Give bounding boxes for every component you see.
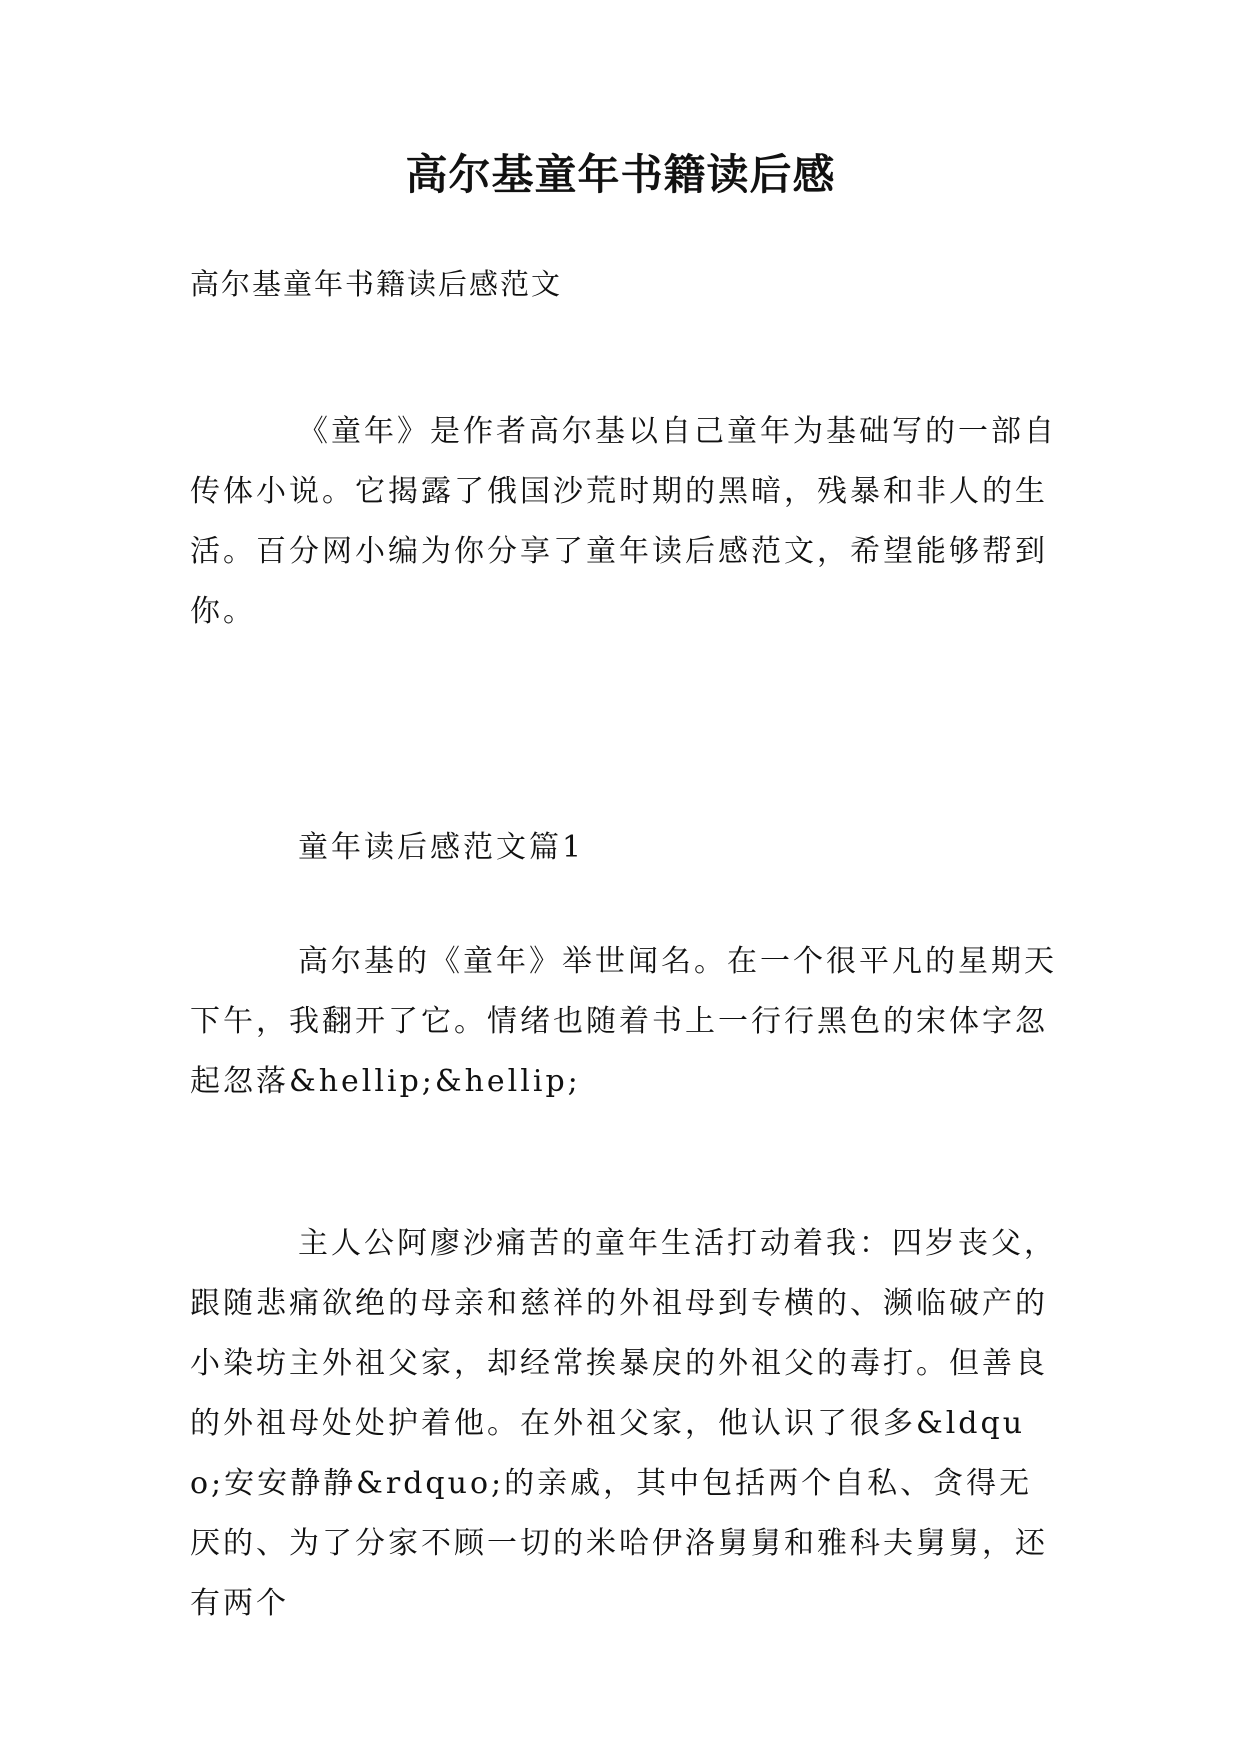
document-subtitle: 高尔基童年书籍读后感范文 xyxy=(190,267,563,301)
intro-paragraph: 《童年》是作者高尔基以自己童年为基础写的一部自传体小说。它揭露了俄国沙荒时期的黑暗，残暴和非人的生活。百分网小编为你分享了童年读后感范文，希望能够帮到你。 xyxy=(190,414,1057,629)
body-paragraph-1: 高尔基的《童年》举世闻名。在一个很平凡的星期天下午，我翻开了它。情绪也随着书上一行行黑色的宋体字忽起忽落&hellip;&hellip; xyxy=(190,944,1057,1099)
section-heading: 童年读后感范文篇1 xyxy=(298,830,585,865)
document-title: 高尔基童年书籍读后感 xyxy=(405,150,836,199)
body-paragraph-2: 主人公阿廖沙痛苦的童年生活打动着我：四岁丧父，跟随悲痛欲绝的母亲和慈祥的外祖母到专横的、濒临破产的小染坊主外祖父家，却经常挨暴戾的外祖父的毒打。但善良的外祖母处处护着他。在外祖父家，他认识了很多&ldquo;安安静静&rdquo;的亲戚，其中包括两个自私、贪得无厌的、为了分家不顾一切的米哈伊洛舅舅和雅科夫舅舅，还有两个 xyxy=(190,1226,1057,1621)
